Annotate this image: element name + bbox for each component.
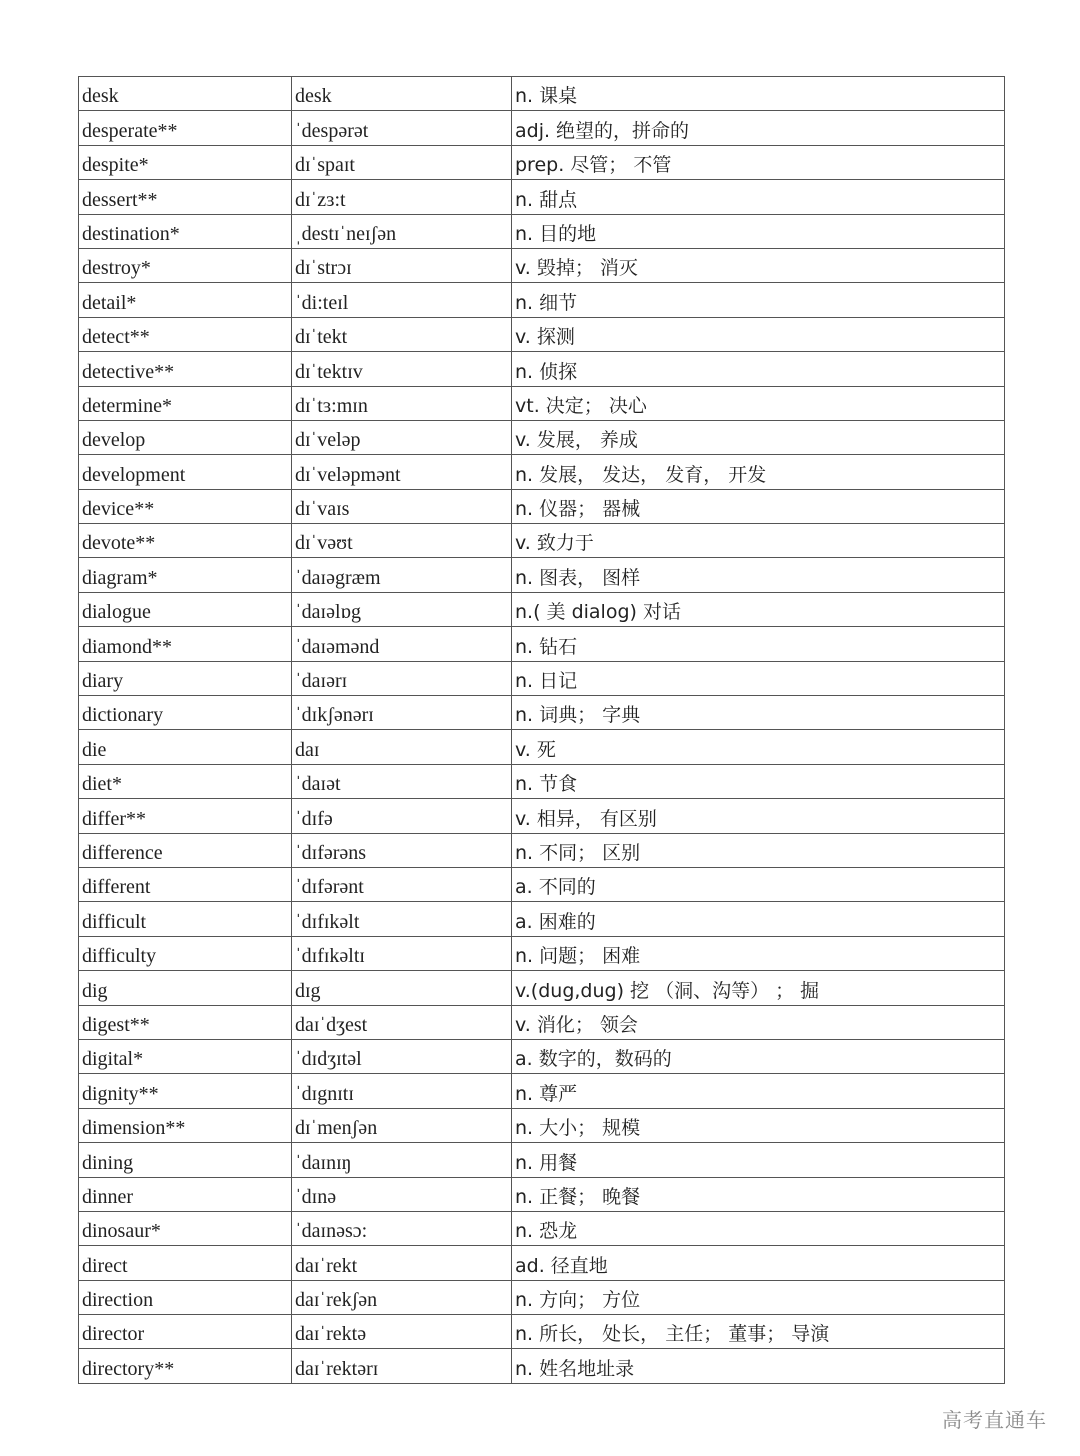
meaning-cell: v. 致力于 <box>512 524 1005 558</box>
meaning-cell: ad. 径直地 <box>512 1246 1005 1280</box>
word-cell: detective** <box>79 352 292 386</box>
watermark: 高考直通车 <box>942 1408 1047 1432</box>
word-cell: despite* <box>79 145 292 179</box>
word-cell: dictionary <box>79 696 292 730</box>
meaning-cell: n. 恐龙 <box>512 1211 1005 1245</box>
phonetic-cell: ˈdaɪnəsɔ: <box>292 1211 512 1245</box>
phonetic-cell: dɪˈvəʊt <box>292 524 512 558</box>
meaning-cell: n. 问题； 困难 <box>512 936 1005 970</box>
meaning-cell: n. 侦探 <box>512 352 1005 386</box>
meaning-cell: n. 图表， 图样 <box>512 558 1005 592</box>
table-row <box>79 627 1005 661</box>
table-row <box>79 248 1005 282</box>
word-cell: direction <box>79 1280 292 1314</box>
phonetic-cell: ˈdɪgnɪtɪ <box>292 1074 512 1108</box>
word-cell: dig <box>79 971 292 1005</box>
table-row <box>79 867 1005 901</box>
meaning-cell: v. 发展， 养成 <box>512 420 1005 454</box>
table-row <box>79 661 1005 695</box>
vocabulary-table <box>78 76 1005 1384</box>
meaning-cell: n. 所长， 处长， 主任； 董事； 导演 <box>512 1315 1005 1349</box>
meaning-cell: n. 日记 <box>512 661 1005 695</box>
phonetic-cell: ˈdɪfərəns <box>292 833 512 867</box>
word-cell: devote** <box>79 524 292 558</box>
phonetic-cell: ˈdaɪərɪ <box>292 661 512 695</box>
table-row <box>79 833 1005 867</box>
word-cell: digital* <box>79 1039 292 1073</box>
phonetic-cell: daɪˈrekt <box>292 1246 512 1280</box>
meaning-cell: v. 死 <box>512 730 1005 764</box>
phonetic-cell: ˈdaɪəgræm <box>292 558 512 592</box>
meaning-cell: n. 正餐； 晚餐 <box>512 1177 1005 1211</box>
table-row <box>79 764 1005 798</box>
meaning-cell: a. 不同的 <box>512 867 1005 901</box>
table-row <box>79 1246 1005 1280</box>
table-row <box>79 592 1005 626</box>
meaning-cell: n. 尊严 <box>512 1074 1005 1108</box>
word-cell: dimension** <box>79 1108 292 1142</box>
meaning-cell: n. 发展， 发达， 发育， 开发 <box>512 455 1005 489</box>
word-cell: director <box>79 1315 292 1349</box>
meaning-cell: prep. 尽管； 不管 <box>512 145 1005 179</box>
table-row <box>79 1177 1005 1211</box>
table-row <box>79 180 1005 214</box>
table-row <box>79 1315 1005 1349</box>
word-cell: destroy* <box>79 248 292 282</box>
phonetic-cell: ˈdɪfərənt <box>292 867 512 901</box>
meaning-cell: v. 消化； 领会 <box>512 1005 1005 1039</box>
phonetic-cell: ˈdɪdʒɪtəl <box>292 1039 512 1073</box>
word-cell: diagram* <box>79 558 292 592</box>
meaning-cell: n.( 美 dialog) 对话 <box>512 592 1005 626</box>
phonetic-cell: dɪˈmenʃən <box>292 1108 512 1142</box>
table-row <box>79 77 1005 111</box>
phonetic-cell: ˈdi:teɪl <box>292 283 512 317</box>
table-row <box>79 111 1005 145</box>
phonetic-cell: ˈdaɪəmənd <box>292 627 512 661</box>
meaning-cell: v. 相异， 有区别 <box>512 799 1005 833</box>
word-cell: dialogue <box>79 592 292 626</box>
meaning-cell: n. 大小； 规模 <box>512 1108 1005 1142</box>
word-cell: diamond** <box>79 627 292 661</box>
phonetic-cell: daɪˈrekʃən <box>292 1280 512 1314</box>
word-cell: dessert** <box>79 180 292 214</box>
word-cell: difference <box>79 833 292 867</box>
table-row <box>79 936 1005 970</box>
meaning-cell: n. 节食 <box>512 764 1005 798</box>
table-row <box>79 1039 1005 1073</box>
word-cell: difficult <box>79 902 292 936</box>
word-cell: differ** <box>79 799 292 833</box>
phonetic-cell: ˈdɪkʃənərɪ <box>292 696 512 730</box>
word-cell: dinner <box>79 1177 292 1211</box>
phonetic-cell: ˈdaɪəlɒg <box>292 592 512 626</box>
word-cell: dinosaur* <box>79 1211 292 1245</box>
meaning-cell: n. 细节 <box>512 283 1005 317</box>
phonetic-cell: desk <box>292 77 512 111</box>
table-row <box>79 420 1005 454</box>
word-cell: die <box>79 730 292 764</box>
phonetic-cell: ˈdaɪnɪŋ <box>292 1143 512 1177</box>
table-row <box>79 1211 1005 1245</box>
table-row <box>79 696 1005 730</box>
meaning-cell: vt. 决定； 决心 <box>512 386 1005 420</box>
phonetic-cell: ˈdespərət <box>292 111 512 145</box>
meaning-cell: n. 不同； 区别 <box>512 833 1005 867</box>
meaning-cell: a. 数字的，数码的 <box>512 1039 1005 1073</box>
table-row <box>79 317 1005 351</box>
phonetic-cell: dɪˈveləp <box>292 420 512 454</box>
table-row <box>79 214 1005 248</box>
phonetic-cell: ˈdɪfə <box>292 799 512 833</box>
word-cell: direct <box>79 1246 292 1280</box>
meaning-cell: n. 仪器； 器械 <box>512 489 1005 523</box>
table-row <box>79 489 1005 523</box>
table-row <box>79 145 1005 179</box>
meaning-cell: adj. 绝望的，拼命的 <box>512 111 1005 145</box>
table-row <box>79 1280 1005 1314</box>
table-row <box>79 1349 1005 1383</box>
phonetic-cell: ˈdaɪət <box>292 764 512 798</box>
word-cell: dining <box>79 1143 292 1177</box>
word-cell: difficulty <box>79 936 292 970</box>
word-cell: diet* <box>79 764 292 798</box>
word-cell: digest** <box>79 1005 292 1039</box>
meaning-cell: n. 课桌 <box>512 77 1005 111</box>
phonetic-cell: daɪ <box>292 730 512 764</box>
word-cell: diary <box>79 661 292 695</box>
word-cell: different <box>79 867 292 901</box>
meaning-cell: v. 探测 <box>512 317 1005 351</box>
phonetic-cell: dɪˈvaɪs <box>292 489 512 523</box>
meaning-cell: a. 困难的 <box>512 902 1005 936</box>
phonetic-cell: daɪˈrektə <box>292 1315 512 1349</box>
table-row <box>79 971 1005 1005</box>
table-row <box>79 455 1005 489</box>
word-cell: determine* <box>79 386 292 420</box>
table-row <box>79 524 1005 558</box>
phonetic-cell: dɪˈveləpmənt <box>292 455 512 489</box>
phonetic-cell: dɪˈzɜ:t <box>292 180 512 214</box>
meaning-cell: v. 毁掉； 消灭 <box>512 248 1005 282</box>
word-cell: desperate** <box>79 111 292 145</box>
phonetic-cell: dɪg <box>292 971 512 1005</box>
meaning-cell: n. 目的地 <box>512 214 1005 248</box>
table-row <box>79 283 1005 317</box>
table-row <box>79 1074 1005 1108</box>
table-row <box>79 558 1005 592</box>
table-row <box>79 1005 1005 1039</box>
phonetic-cell: dɪˈtɜ:mɪn <box>292 386 512 420</box>
table-row <box>79 799 1005 833</box>
table-row <box>79 730 1005 764</box>
phonetic-cell: ˈdɪfɪkəltɪ <box>292 936 512 970</box>
word-cell: destination* <box>79 214 292 248</box>
phonetic-cell: ˈdɪfɪkəlt <box>292 902 512 936</box>
meaning-cell: v.(dug,dug) 挖 （洞、沟等） ； 掘 <box>512 971 1005 1005</box>
phonetic-cell: daɪˈrektərɪ <box>292 1349 512 1383</box>
meaning-cell: n. 钻石 <box>512 627 1005 661</box>
phonetic-cell: dɪˈtekt <box>292 317 512 351</box>
table-row <box>79 352 1005 386</box>
meaning-cell: n. 方向； 方位 <box>512 1280 1005 1314</box>
word-cell: desk <box>79 77 292 111</box>
phonetic-cell: ˈdɪnə <box>292 1177 512 1211</box>
table-row <box>79 1108 1005 1142</box>
phonetic-cell: dɪˈspaɪt <box>292 145 512 179</box>
word-cell: dignity** <box>79 1074 292 1108</box>
meaning-cell: n. 词典； 字典 <box>512 696 1005 730</box>
phonetic-cell: dɪˈstrɔɪ <box>292 248 512 282</box>
table-row <box>79 902 1005 936</box>
word-cell: development <box>79 455 292 489</box>
word-cell: develop <box>79 420 292 454</box>
word-cell: device** <box>79 489 292 523</box>
table-row <box>79 1143 1005 1177</box>
table-row <box>79 386 1005 420</box>
meaning-cell: n. 姓名地址录 <box>512 1349 1005 1383</box>
phonetic-cell: ˌdestɪˈneɪʃən <box>292 214 512 248</box>
meaning-cell: n. 甜点 <box>512 180 1005 214</box>
phonetic-cell: dɪˈtektɪv <box>292 352 512 386</box>
word-cell: detail* <box>79 283 292 317</box>
phonetic-cell: daɪˈdʒest <box>292 1005 512 1039</box>
word-cell: detect** <box>79 317 292 351</box>
meaning-cell: n. 用餐 <box>512 1143 1005 1177</box>
word-cell: directory** <box>79 1349 292 1383</box>
